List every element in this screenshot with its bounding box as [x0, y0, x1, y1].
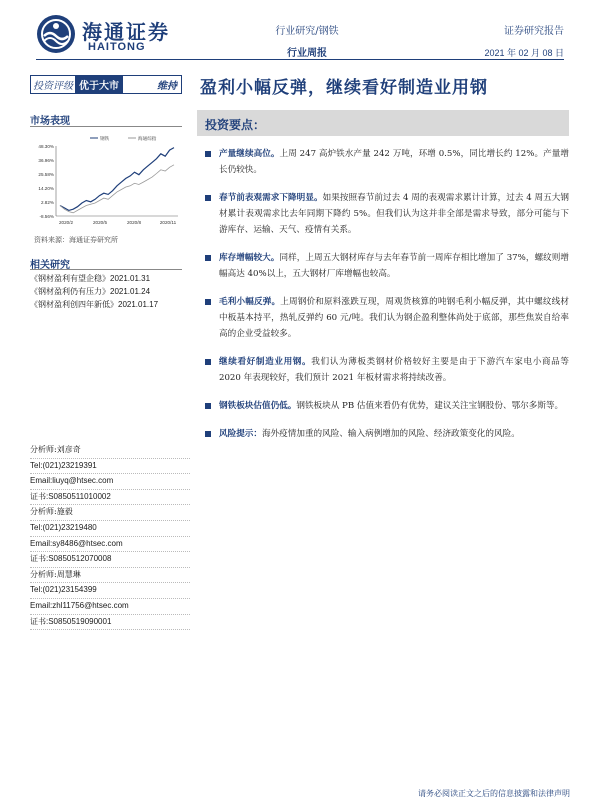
y-tick-label: 36.96%: [38, 158, 54, 163]
bullet-square-icon: [205, 299, 211, 305]
haitong-logo-icon: [36, 14, 76, 54]
list-item[interactable]: 《钢材盈利创四年新低》2021.01.17: [30, 300, 159, 309]
analyst-name: 分析师:施毅: [30, 505, 190, 521]
key-point: 春节前表观需求下降明显。如果按照春节前过去 4 周的表观需求累计计算，过去 4 周五大钢材累计表观需求比去年同期下降约 5%。但我们认为这并非全部是需求导致，部分可能与下游库存、运输、天气、疫情有关系。: [197, 190, 569, 238]
analyst-tel: Tel:(021)23219391: [30, 459, 190, 475]
report-date: 2021 年 02 月 08 日: [484, 48, 564, 58]
logo-text-en: HAITONG: [88, 41, 146, 53]
analyst-name: 分析师:周慧琳: [30, 568, 190, 584]
series-line: [60, 165, 174, 213]
key-point: 毛利小幅反弹。上周钢价和原料涨跌互现，周观货核算的吨钢毛利小幅反弹，其中螺纹线材中板基本持平，热轧反弹约 60 元/吨。我们认为钢企盈利整体尚处于底部，那些焦炭自给率高的企业受益较多。: [197, 294, 569, 342]
key-point: 库存增幅较大。同样，上周五大钢材库存与去年春节前一周库存相比增加了 37%，螺纹则增幅高达 40%以上，五大钢材厂库增幅也较高。: [197, 250, 569, 282]
page-title: 盈利小幅反弹，继续看好制造业用钢: [200, 78, 488, 98]
related-research-list: [30, 272, 190, 311]
analyst-email[interactable]: Email:sy8486@htsec.com: [30, 537, 190, 553]
market-heading-rule: [30, 126, 182, 127]
bullet-square-icon: [205, 431, 211, 437]
related-heading: 相关研究: [30, 260, 70, 271]
y-tick-label: 14.20%: [38, 186, 54, 191]
rating-box: [30, 75, 182, 94]
x-tick-label: 2020/8: [126, 220, 142, 225]
key-points-bar: [197, 110, 569, 136]
report-subtype: 行业周报: [287, 48, 327, 59]
bullet-square-icon: [205, 403, 211, 409]
x-tick-label: 2020/2: [58, 220, 74, 225]
logo-text-cn: 海通证券: [82, 20, 170, 44]
chart-source: 资料来源：海通证券研究所: [34, 236, 118, 244]
bullet-square-icon: [205, 195, 211, 201]
y-tick-label: 25.58%: [38, 172, 54, 177]
y-tick-label: 48.30%: [38, 144, 54, 149]
header-center: [262, 22, 352, 59]
x-tick-label: 2020/11: [159, 220, 177, 225]
key-points-heading: 投资要点：: [205, 118, 266, 132]
key-point: 继续看好制造业用钢。我们认为薄板类钢材价格较好主要是由于下游汽车家电小商品等 2020 年表现较好，我们预计 2021 年板材需求将持续改善。: [197, 354, 569, 386]
bullet-square-icon: [205, 359, 211, 365]
key-points-list: [197, 146, 569, 454]
key-point: 产量继续高位。上周 247 高炉铁水产量 242 万吨，环增 0.5%，同比增长约 12%。产量增长仍较快。: [197, 146, 569, 178]
y-tick-label: -8.56%: [39, 214, 54, 219]
header-divider: [36, 59, 564, 60]
rating-value: 优于大市: [75, 76, 123, 93]
rating-label: 投资评级: [33, 81, 73, 92]
company-logo: [36, 14, 176, 54]
legend-label: 钢铁: [100, 137, 110, 142]
analyst-tel: Tel:(021)23219480: [30, 521, 190, 537]
list-item[interactable]: 《钢材盈利有望企稳》2021.01.31: [30, 274, 151, 283]
disclaimer-footer: 请务必阅读正文之后的信息披露和法律声明: [418, 789, 570, 798]
analyst-cert: 证书:S0850519090001: [30, 615, 190, 631]
analyst-contacts: [30, 443, 190, 630]
bullet-square-icon: [205, 151, 211, 157]
bullet-square-icon: [205, 255, 211, 261]
x-tick-label: 2020/5: [92, 220, 108, 225]
market-heading: 市场表现: [30, 116, 70, 127]
analyst-email[interactable]: Email:liuyq@htsec.com: [30, 474, 190, 490]
report-category: 行业研究/钢铁: [275, 26, 339, 37]
report-type: 证券研究报告: [504, 26, 564, 37]
key-point: 钢铁板块估值仍低。钢铁板块从 PB 估值来看仍有优势，建议关注宝钢股份、鄂尔多斯等。: [197, 398, 569, 414]
header-right: [484, 22, 564, 59]
analyst-cert: 证书:S0850512070008: [30, 552, 190, 568]
analyst-cert: 证书:S0850511010002: [30, 490, 190, 506]
analyst-email[interactable]: Email:zhl11756@htsec.com: [30, 599, 190, 615]
legend-label: 海通综指: [138, 137, 157, 142]
analyst-name: 分析师:刘彦奇: [30, 443, 190, 459]
series-line: [60, 148, 174, 211]
related-heading-rule: [30, 269, 182, 270]
analyst-tel: Tel:(021)23154399: [30, 583, 190, 599]
rating-trend: 维持: [157, 81, 177, 92]
market-performance-chart: [30, 132, 182, 232]
y-tick-label: 2.82%: [40, 200, 54, 205]
key-point: 风险提示：海外疫情加重的风险、输入病例增加的风险、经济政策变化的风险。: [197, 426, 569, 442]
list-item[interactable]: 《钢材盈利仍有压力》2021.01.24: [30, 287, 151, 296]
